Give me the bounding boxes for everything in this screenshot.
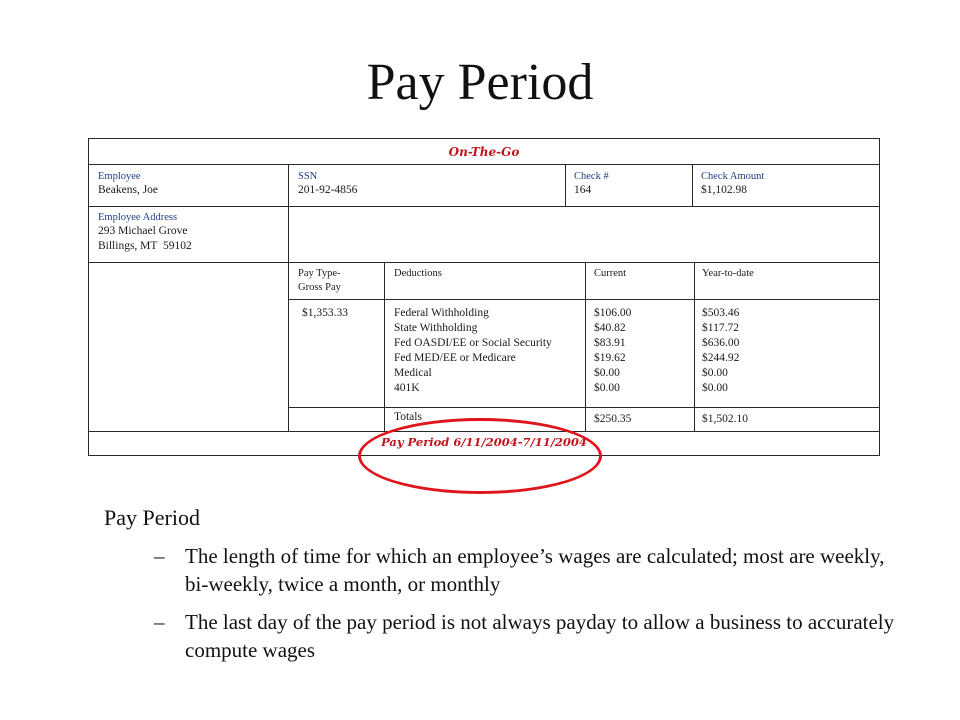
- deduction-names: [394, 306, 552, 396]
- gross-pay-value: $1,353.33: [302, 307, 348, 319]
- divider: [692, 164, 693, 206]
- deduction-current: $19.62: [594, 351, 626, 364]
- divider: [288, 299, 879, 300]
- pay-stub-table: [88, 138, 880, 456]
- check-number-cell: [574, 170, 609, 198]
- address-line-1: 293 Michael Grove: [98, 225, 188, 238]
- pay-period-dates: Pay Period 6/11/2004-7/11/2004: [381, 435, 587, 449]
- deduction-ytd: $503.46: [702, 307, 740, 319]
- divider: [694, 262, 695, 431]
- divider: [89, 206, 879, 207]
- bullet-heading: Pay Period: [104, 505, 200, 530]
- deduction-current: $0.00: [594, 366, 620, 379]
- deduction-ytd: $244.92: [702, 351, 740, 364]
- deduction-ytd: $117.72: [702, 321, 739, 334]
- deduction-ytd: $0.00: [702, 366, 728, 379]
- totals-ytd: $1,502.10: [702, 413, 748, 425]
- bullet-text: The length of time for which an employee’s wages are calculated; most are weekly, bi-weekly, twice a month, or monthly: [185, 544, 885, 596]
- divider: [89, 262, 879, 263]
- bullet-dash: –: [154, 610, 165, 634]
- current-header: Current: [594, 268, 627, 279]
- check-amount-cell: [701, 170, 764, 198]
- bullet-dash: –: [154, 544, 165, 568]
- deduction-current: $0.00: [594, 381, 620, 394]
- highlight-ellipse: [358, 418, 602, 494]
- bullet-text: The last day of the pay period is not always payday to allow a business to accurately compute wages: [185, 610, 895, 662]
- deduction-current: $40.82: [594, 321, 626, 334]
- bullet-item: [104, 542, 904, 598]
- totals-current: $250.35: [594, 413, 632, 425]
- bullet-list: [104, 504, 904, 664]
- divider: [565, 164, 566, 206]
- employee-name: Beakens, Joe: [98, 184, 159, 197]
- check-number-value: 164: [574, 184, 592, 197]
- employee-cell: [98, 170, 158, 198]
- deduction-ytd-values: [702, 306, 739, 396]
- check-number-label: Check #: [574, 171, 609, 182]
- ssn-value: 201-92-4856: [298, 184, 358, 197]
- pay-type-header: [298, 267, 341, 294]
- bullet-item: [104, 608, 904, 664]
- divider: [288, 206, 289, 431]
- employee-label: Employee: [98, 171, 141, 182]
- pay-type-header-line-1: Pay Type-: [298, 268, 341, 279]
- deduction-name: 401K: [394, 381, 420, 394]
- deduction-name: State Withholding: [394, 321, 478, 334]
- ytd-header: Year-to-date: [702, 268, 754, 279]
- address-line-2: Billings, MT 59102: [98, 240, 192, 253]
- check-amount-label: Check Amount: [701, 171, 765, 182]
- divider: [288, 164, 289, 206]
- deduction-current: $106.00: [594, 307, 632, 319]
- deduction-name: Medical: [394, 366, 432, 379]
- ssn-cell: [298, 170, 357, 198]
- divider: [89, 164, 879, 165]
- totals-label: Totals: [394, 411, 422, 423]
- check-amount-value: $1,102.98: [701, 184, 747, 197]
- deduction-name: Federal Withholding: [394, 307, 489, 319]
- slide-title: Pay Period: [366, 54, 594, 111]
- deduction-ytd: $636.00: [702, 336, 740, 349]
- company-name: On-The-Go: [448, 145, 520, 159]
- ssn-label: SSN: [298, 171, 318, 182]
- divider: [585, 262, 586, 431]
- deduction-ytd: $0.00: [702, 381, 728, 394]
- deductions-header: Deductions: [394, 268, 442, 279]
- pay-type-header-line-2: Gross Pay: [298, 281, 341, 293]
- divider: [288, 407, 879, 408]
- divider: [384, 262, 385, 431]
- deduction-name: Fed OASDI/EE or Social Security: [394, 336, 552, 349]
- deduction-current: $83.91: [594, 336, 626, 349]
- address-cell: [98, 211, 192, 254]
- deduction-current-values: [594, 306, 631, 396]
- deduction-name: Fed MED/EE or Medicare: [394, 351, 516, 364]
- address-label: Employee Address: [98, 212, 178, 223]
